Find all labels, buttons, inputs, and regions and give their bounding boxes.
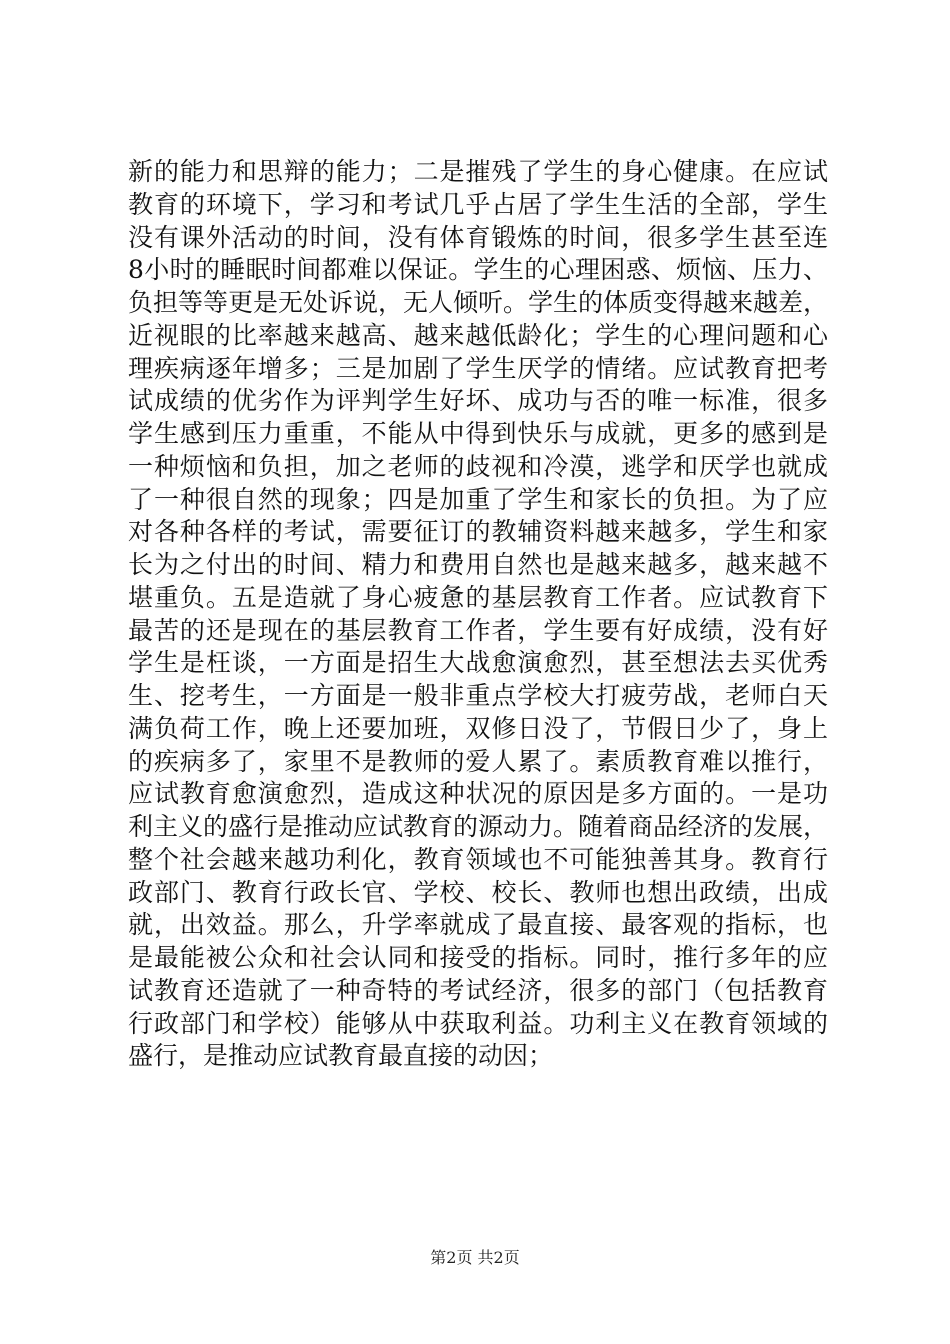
text-line: 学生感到压力重重，不能从中得到快乐与成就，更多的感到是	[128, 419, 828, 448]
text-line: 理疾病逐年增多；三是加剧了学生厌学的情绪。应试教育把考	[128, 353, 828, 383]
body-text	[128, 156, 828, 1073]
text-line: 整个社会越来越功利化，教育领域也不可能独善其身。教育行	[128, 844, 828, 874]
text-line: 的疾病多了，家里不是教师的爱人累了。素质教育难以推行，	[128, 746, 828, 776]
text-line: 行政部门和学校）能够从中获取利益。功利主义在教育领域的	[128, 1008, 828, 1038]
text-line: 利主义的盛行是推动应试教育的源动力。随着商品经济的发展，	[128, 812, 829, 841]
text-line: 8小时的睡眠时间都难以保证。学生的心理困惑、烦恼、压力、	[128, 255, 828, 285]
text-line: 教育的环境下，学习和考试几乎占居了学生生活的全部，学生	[128, 189, 828, 219]
text-line-last: 盛行，是推动应试教育最直接的动因；	[128, 1041, 554, 1071]
page-number-footer: 第2页 共2页	[430, 1248, 520, 1267]
text-line: 满负荷工作，晚上还要加班，双修日没了，节假日少了，身上	[128, 713, 828, 743]
text-line: 一种烦恼和负担，加之老师的歧视和冷漠，逃学和厌学也就成	[128, 451, 828, 481]
text-line: 生、挖考生，一方面是一般非重点学校大打疲劳战，老师白天	[128, 681, 828, 710]
text-line: 没有课外活动的时间，没有体育锻炼的时间，很多学生甚至连	[128, 222, 828, 252]
text-line: 了一种很自然的现象；四是加重了学生和家长的负担。为了应	[128, 484, 828, 514]
text-line: 是最能被公众和社会认同和接受的指标。同时，推行多年的应	[128, 943, 828, 972]
text-line: 试教育还造就了一种奇特的考试经济，很多的部门（包括教育	[128, 975, 828, 1005]
text-line: 政部门、教育行政长官、学校、校长、教师也想出政绩，出成	[128, 877, 828, 907]
text-line: 长为之付出的时间、精力和费用自然也是越来越多，越来越不	[128, 550, 828, 579]
text-line: 应试教育愈演愈烈，造成这种状况的原因是多方面的。一是功	[128, 779, 828, 809]
text-line: 试成绩的优劣作为评判学生好坏、成功与否的唯一标准，很多	[128, 386, 828, 416]
text-line: 学生是枉谈，一方面是招生大战愈演愈烈，甚至想法去买优秀	[128, 648, 828, 678]
text-line: 对各种各样的考试，需要征订的教辅资料越来越多，学生和家	[128, 517, 828, 547]
text-line: 新的能力和思辩的能力；二是摧残了学生的身心健康。在应试	[128, 157, 828, 186]
text-line: 近视眼的比率越来越高、越来越低龄化；学生的心理问题和心	[128, 320, 828, 350]
text-line: 就，出效益。那么，升学率就成了最直接、最客观的指标，也	[128, 910, 828, 940]
text-line: 负担等等更是无处诉说，无人倾听。学生的体质变得越来越差，	[128, 288, 829, 317]
text-line: 堪重负。五是造就了身心疲惫的基层教育工作者。应试教育下	[128, 582, 828, 612]
text-line: 最苦的还是现在的基层教育工作者，学生要有好成绩，没有好	[128, 615, 828, 645]
